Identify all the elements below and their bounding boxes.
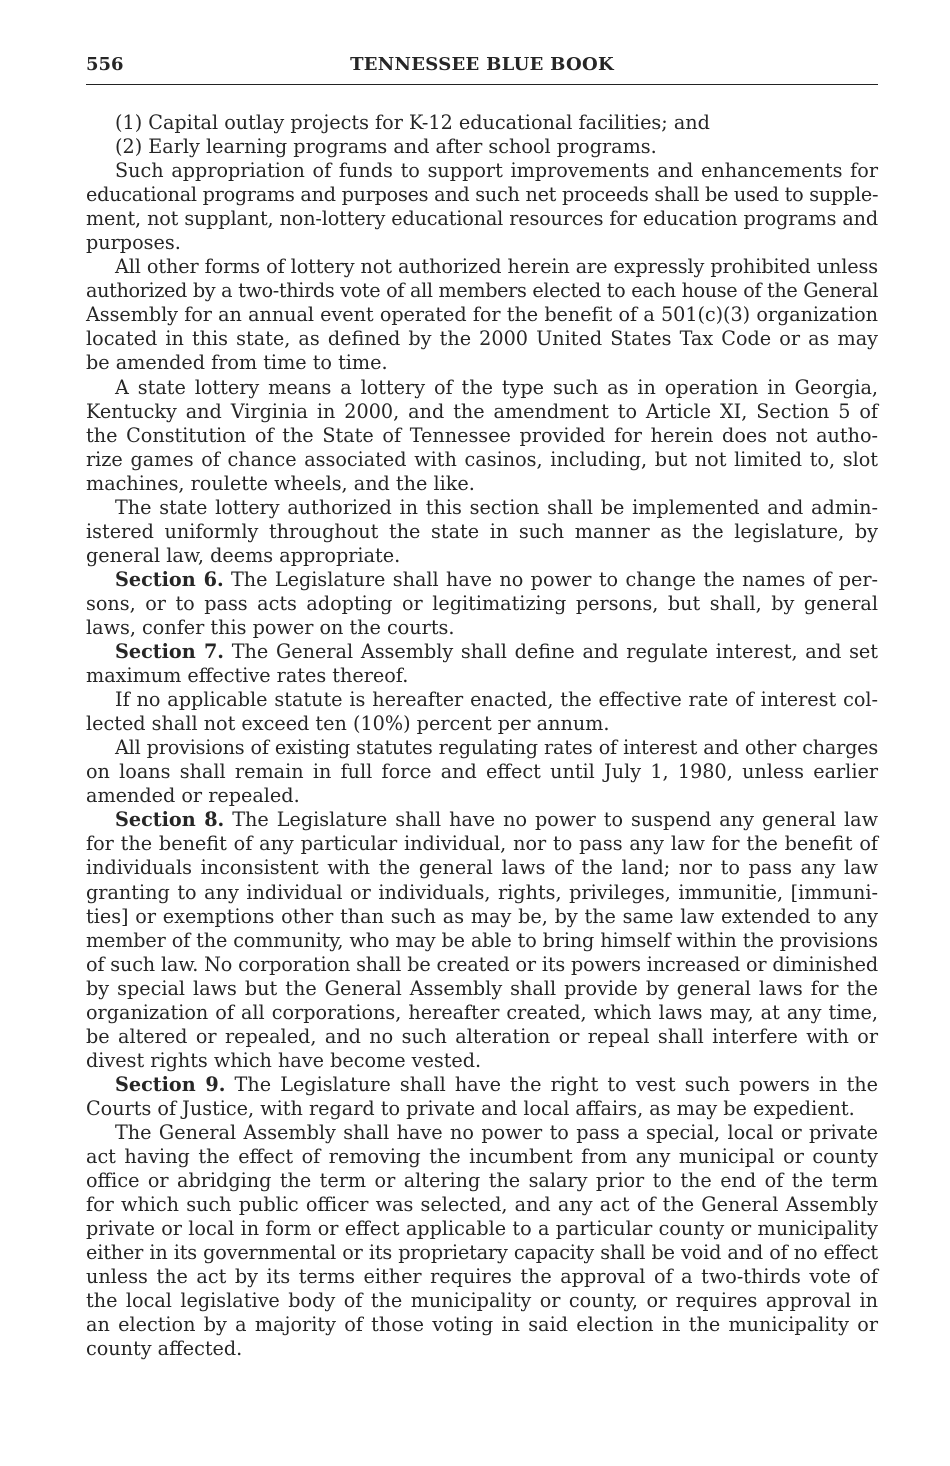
text-line [86, 135, 878, 159]
section-label: Section 9. [115, 1072, 226, 1096]
section-paragraph [86, 1073, 878, 1121]
text-line [86, 400, 878, 424]
text-line [86, 207, 878, 231]
text-line [86, 1289, 878, 1313]
line-text: The Legislature shall have the right to vest such powers in the [225, 1072, 878, 1096]
text-line [86, 303, 878, 327]
line-text: an election by a majority of those voting in said election in the municipality or [86, 1313, 878, 1337]
paragraph [86, 496, 878, 568]
text-line [86, 929, 878, 953]
section-label: Section 7. [115, 640, 224, 664]
text-line [86, 568, 878, 592]
line-text: istered uniformly throughout the state in such manner as the legislature, by [86, 519, 878, 543]
line-text: Courts of Justice, with regard to private and local affairs, as may be expedient. [86, 1096, 855, 1120]
line-text: ties] or exemptions other than such as may be, by the same law extended to any [86, 904, 878, 928]
text-line [86, 856, 878, 880]
line-text: The state lottery authorized in this section shall be implemented and admin- [115, 495, 878, 519]
text-line [86, 953, 878, 977]
text-line [86, 159, 878, 183]
line-text: lected shall not exceed ten (10%) percent per annum. [86, 712, 610, 736]
page-number: 556 [86, 54, 124, 75]
text-line [86, 183, 878, 207]
paragraph [86, 159, 878, 255]
line-text: granting to any individual or individuals, rights, privileges, immunitie, [immuni- [86, 880, 878, 904]
line-text: All provisions of existing statutes regulating rates of interest and other charges [115, 736, 878, 760]
line-text: Kentucky and Virginia in 2000, and the amendment to Article XI, Section 5 of [86, 399, 878, 423]
text-line [86, 255, 878, 279]
text-line [86, 1169, 878, 1193]
text-line [86, 472, 878, 496]
text-line [86, 1121, 878, 1145]
text-line [86, 712, 878, 736]
line-text: Assembly for an annual event operated for the benefit of a 501(c)(3) organization [86, 303, 878, 327]
running-title: TENNESSEE BLUE BOOK [350, 54, 614, 75]
line-text: on loans shall remain in full force and effect until July 1, 1980, unless earlier [86, 760, 878, 784]
text-line [86, 424, 878, 448]
paragraph [86, 1121, 878, 1361]
line-text: private or local in form or effect applicable to a particular county or municipality [86, 1217, 878, 1241]
line-text: organization of all corporations, hereafter created, which laws may, at any time, [86, 1000, 878, 1024]
line-text: either in its governmental or its proprietary capacity shall be void and of no effect [86, 1241, 878, 1265]
section-label: Section 8. [115, 808, 225, 832]
line-text: general law, deems appropriate. [86, 543, 401, 567]
text-line [86, 544, 878, 568]
page-header [86, 54, 878, 78]
text-line [86, 1241, 878, 1265]
line-text: sons, or to pass acts adopting or legitimatizing persons, but shall, by general [86, 591, 878, 615]
line-text: purposes. [86, 231, 181, 255]
text-line [86, 1097, 878, 1121]
text-line [86, 832, 878, 856]
line-text: The General Assembly shall define and regulate interest, and set [224, 640, 879, 664]
line-text: located in this state, as defined by the 2000 United States Tax Code or as may [86, 327, 878, 351]
line-text: laws, confer this power on the courts. [86, 615, 455, 639]
section-paragraph [86, 640, 878, 688]
line-text: be amended from time to time. [86, 351, 388, 375]
line-text: (1) Capital outlay projects for K-12 educational facilities; and [115, 111, 710, 134]
line-text: the local legislative body of the municipality or county, or requires approval in [86, 1289, 878, 1313]
line-text: A state lottery means a lottery of the type such as in operation in Georgia, [115, 375, 878, 399]
paragraph [86, 111, 878, 135]
line-text: Such appropriation of funds to support improvements and enhancements for [115, 159, 878, 183]
text-line [86, 279, 878, 303]
line-text: act having the effect of removing the incumbent from any municipal or county [86, 1145, 878, 1169]
line-text: The Legislature shall have no power to change the names of per- [223, 567, 879, 591]
text-line [86, 784, 878, 808]
paragraph [86, 688, 878, 736]
text-line [86, 736, 878, 760]
line-text: for the benefit of any particular individual, nor to pass any law for the benefit of [86, 832, 878, 856]
line-text: The Legislature shall have no power to suspend any general law [224, 808, 878, 832]
line-text: divest rights which have become vested. [86, 1048, 482, 1072]
text-line [86, 760, 878, 784]
text-line [86, 1337, 878, 1361]
text-line [86, 1049, 878, 1073]
line-text: (2) Early learning programs and after school programs. [115, 135, 657, 159]
text-line [86, 1073, 878, 1097]
line-text: authorized by a two-thirds vote of all members elected to each house of the General [86, 279, 878, 303]
text-line [86, 327, 878, 351]
text-line [86, 1145, 878, 1169]
text-line [86, 1193, 878, 1217]
text-line [86, 448, 878, 472]
paragraph [86, 255, 878, 375]
line-text: the Constitution of the State of Tennessee provided for herein does not autho- [86, 423, 878, 447]
line-text: If no applicable statute is hereafter enacted, the effective rate of interest col- [115, 688, 878, 712]
line-text: of such law. No corporation shall be created or its powers increased or diminished [86, 952, 878, 976]
line-text: The General Assembly shall have no power to pass a special, local or private [115, 1120, 878, 1144]
paragraph [86, 736, 878, 808]
body-text [86, 111, 878, 1361]
text-line [86, 640, 878, 664]
text-line [86, 616, 878, 640]
text-line [86, 688, 878, 712]
line-text: All other forms of lottery not authorized herein are expressly prohibited unless [115, 255, 878, 279]
text-line [86, 111, 878, 135]
line-text: ment, not supplant, non-lottery educational resources for education programs and [86, 207, 878, 231]
text-line [86, 231, 878, 255]
text-line [86, 664, 878, 688]
text-line [86, 977, 878, 1001]
line-text: individuals inconsistent with the general laws of the land; nor to pass any law [86, 856, 878, 880]
text-line [86, 1001, 878, 1025]
line-text: unless the act by its terms either requires the approval of a two-thirds vote of [86, 1265, 878, 1289]
line-text: for which such public officer was selected, and any act of the General Assembly [86, 1193, 878, 1217]
line-text: member of the community, who may be able to bring himself within the provisions [86, 928, 878, 952]
text-line [86, 351, 878, 375]
paragraph [86, 135, 878, 159]
text-line [86, 1025, 878, 1049]
line-text: rize games of chance associated with casinos, including, but not limited to, slot [86, 447, 878, 471]
text-line [86, 881, 878, 905]
text-line [86, 808, 878, 832]
line-text: be altered or repealed, and no such alteration or repeal shall interfere with or [86, 1024, 878, 1048]
section-paragraph [86, 568, 878, 640]
line-text: amended or repealed. [86, 784, 300, 808]
text-line [86, 376, 878, 400]
line-text: machines, roulette wheels, and the like. [86, 471, 475, 495]
text-line [86, 1313, 878, 1337]
line-text: county affected. [86, 1337, 243, 1361]
section-paragraph [86, 808, 878, 1073]
text-line [86, 520, 878, 544]
line-text: maximum effective rates thereof. [86, 664, 409, 688]
line-text: educational programs and purposes and such net proceeds shall be used to supple- [86, 183, 879, 207]
text-line [86, 1217, 878, 1241]
text-line [86, 905, 878, 929]
text-line [86, 1265, 878, 1289]
line-text: by special laws but the General Assembly shall provide by general laws for the [86, 976, 878, 1000]
text-line [86, 592, 878, 616]
line-text: office or abridging the term or altering the salary prior to the end of the term [86, 1169, 878, 1193]
text-line [86, 496, 878, 520]
section-label: Section 6. [115, 567, 224, 591]
header-rule [86, 84, 878, 85]
paragraph [86, 376, 878, 496]
